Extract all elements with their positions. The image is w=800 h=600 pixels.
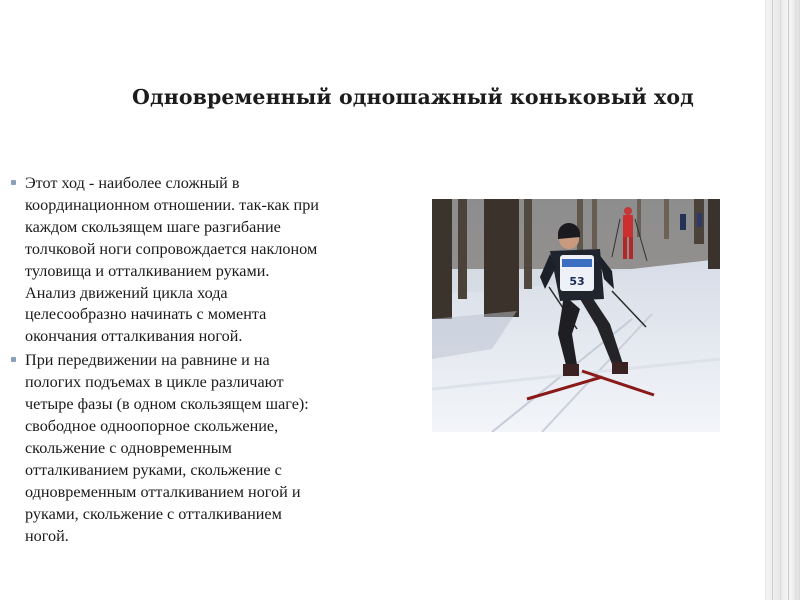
bullet-line: окончания отталкивания ногой. — [25, 327, 243, 346]
bullet-line: координационном отношении. так-как при — [25, 195, 319, 214]
decorative-edge-strip — [765, 0, 800, 600]
bullet-marker-icon — [11, 357, 16, 362]
bullet-item-2 — [10, 350, 400, 547]
bullet-line: ногой. — [25, 526, 69, 545]
bullet-line: толчковой ноги сопровождается наклоном — [25, 239, 318, 258]
bullet-line: Этот ход - наиболее сложный в — [25, 174, 240, 192]
bib-number: 53 — [569, 275, 585, 288]
bullet-line: целесообразно начинать с момента — [25, 305, 267, 324]
skier-photo — [432, 199, 720, 432]
bullet-line: одновременным отталкиванием ногой и — [25, 482, 301, 501]
bullet-line: четыре фазы (в одном скользящем шаге): — [25, 395, 309, 414]
bullet-line: При передвижении на равнине и на — [25, 351, 270, 370]
bullet-line: отталкиванием руками, скольжение с — [25, 460, 282, 479]
bullet-line: пологих подъемах в цикле различают — [25, 373, 284, 392]
bullet-line: каждом скользящем шаге разгибание — [25, 217, 281, 236]
bullet-item-1 — [10, 173, 400, 348]
bullet-line: руками, скольжение с отталкиванием — [25, 504, 282, 523]
bullet-line: Анализ движений цикла хода — [25, 283, 228, 302]
bullet-marker-icon — [11, 180, 16, 185]
bullet-line: скольжение с одновременным — [25, 438, 232, 457]
bullet-list — [10, 173, 400, 547]
slide-title: Одновременный одношажный коньковый ход — [132, 85, 694, 109]
bullet-line: туловища и отталкиванием руками. — [25, 261, 270, 280]
bullet-line: свободное одноопорное скольжение, — [25, 416, 279, 435]
